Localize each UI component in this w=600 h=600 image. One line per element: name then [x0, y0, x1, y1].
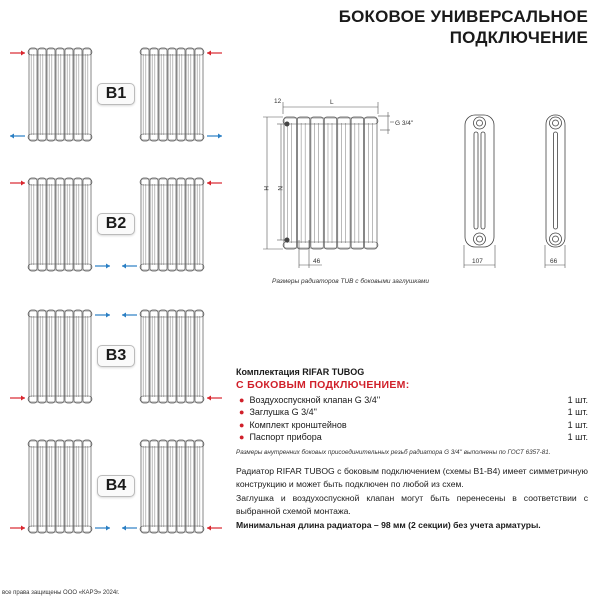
thread-label: G 3/4'' [395, 120, 414, 127]
return-arrow-icon [122, 526, 137, 531]
dim-66: 66 [550, 258, 558, 265]
kit-subheading: С БОКОВЫМ ПОДКЛЮЧЕНИЕМ: [236, 379, 410, 391]
supply-arrow-icon [10, 181, 25, 186]
scheme-label: B2 [97, 213, 135, 235]
kit-item-name: Паспорт прибора [249, 432, 322, 443]
return-arrow-icon [95, 264, 110, 269]
supply-arrow-icon [10, 526, 25, 531]
return-arrow-icon [122, 313, 137, 318]
description-p2: Заглушка и воздухоспускной клапан могут быть перенесены в соответствии с выбранной схемой монтажа. [236, 492, 588, 517]
radiator-left [28, 440, 92, 533]
supply-arrow-icon [10, 396, 25, 401]
title-line-2: ПОДКЛЮЧЕНИЕ [449, 28, 588, 47]
title-line-1: БОКОВОЕ УНИВЕРСАЛЬНОЕ [338, 7, 588, 26]
kit-item-name: Комплект кронштейнов [249, 419, 347, 430]
radiator-right [140, 48, 204, 141]
radiator-right [140, 440, 204, 533]
return-arrow-icon [95, 313, 110, 318]
supply-arrow-icon [207, 51, 222, 56]
radiator-front-view [283, 117, 378, 249]
radiator-side-views [465, 115, 565, 247]
kit-item [236, 419, 588, 431]
kit-item-name: Заглушка G 3/4'' [249, 407, 318, 418]
radiator-left [28, 178, 92, 271]
kit-note: Размеры внутренних боковых присоединительных резьб радиатора G 3/4'' выполнены по ГОСТ 6357-81. [236, 449, 551, 457]
dim-107: 107 [472, 258, 483, 265]
kit-item-qty: 1 шт. [567, 419, 588, 430]
dim-46: 46 [313, 258, 321, 265]
copyright: все права защищены ООО «КАРЭ» 2024г. [2, 590, 120, 596]
radiator-right [140, 178, 204, 271]
dimension-drawing [250, 90, 590, 280]
return-arrow-icon [10, 134, 25, 139]
scheme-label: B3 [97, 345, 135, 367]
radiator-left [28, 310, 92, 403]
bullet-icon: ● [239, 432, 245, 443]
kit-item-qty: 1 шт. [567, 432, 588, 443]
description [236, 465, 588, 532]
description-p1: Радиатор RIFAR TUBOG с боковым подключением (схемы В1-В4) имеет симметричную конструкцию и может быть подключен по любой из схем. [236, 466, 588, 490]
bullet-icon: ● [239, 419, 245, 430]
dim-l: L [330, 99, 334, 106]
radiator-left [28, 48, 92, 141]
kit-item [236, 394, 588, 406]
return-arrow-icon [95, 526, 110, 531]
drawing-caption: Размеры радиаторов TUB с боковыми заглушками [272, 278, 430, 285]
radiator-right [140, 310, 204, 403]
dim-12: 12 [274, 98, 282, 105]
description-p3: Минимальная длина радиатора – 98 мм (2 секции) без учета арматуры. [236, 519, 541, 530]
bullet-icon: ● [239, 407, 245, 418]
kit-item-qty: 1 шт. [567, 395, 588, 406]
supply-arrow-icon [207, 396, 222, 401]
dim-h: H [262, 186, 269, 191]
scheme-label: B4 [97, 475, 135, 497]
dim-n: N [276, 186, 283, 191]
kit-item [236, 406, 588, 418]
supply-arrow-icon [10, 51, 25, 56]
kit-heading: Комплектация RIFAR TUBOG [236, 367, 365, 377]
return-arrow-icon [207, 134, 222, 139]
scheme-label: B1 [97, 83, 135, 105]
bullet-icon: ● [239, 395, 245, 406]
kit-item-name: Воздухоспускной клапан G 3/4'' [249, 395, 381, 406]
supply-arrow-icon [207, 526, 222, 531]
kit-item-qty: 1 шт. [567, 407, 588, 418]
page-title [339, 6, 588, 48]
kit-section [236, 367, 588, 456]
supply-arrow-icon [207, 181, 222, 186]
return-arrow-icon [122, 264, 137, 269]
kit-item [236, 431, 588, 443]
